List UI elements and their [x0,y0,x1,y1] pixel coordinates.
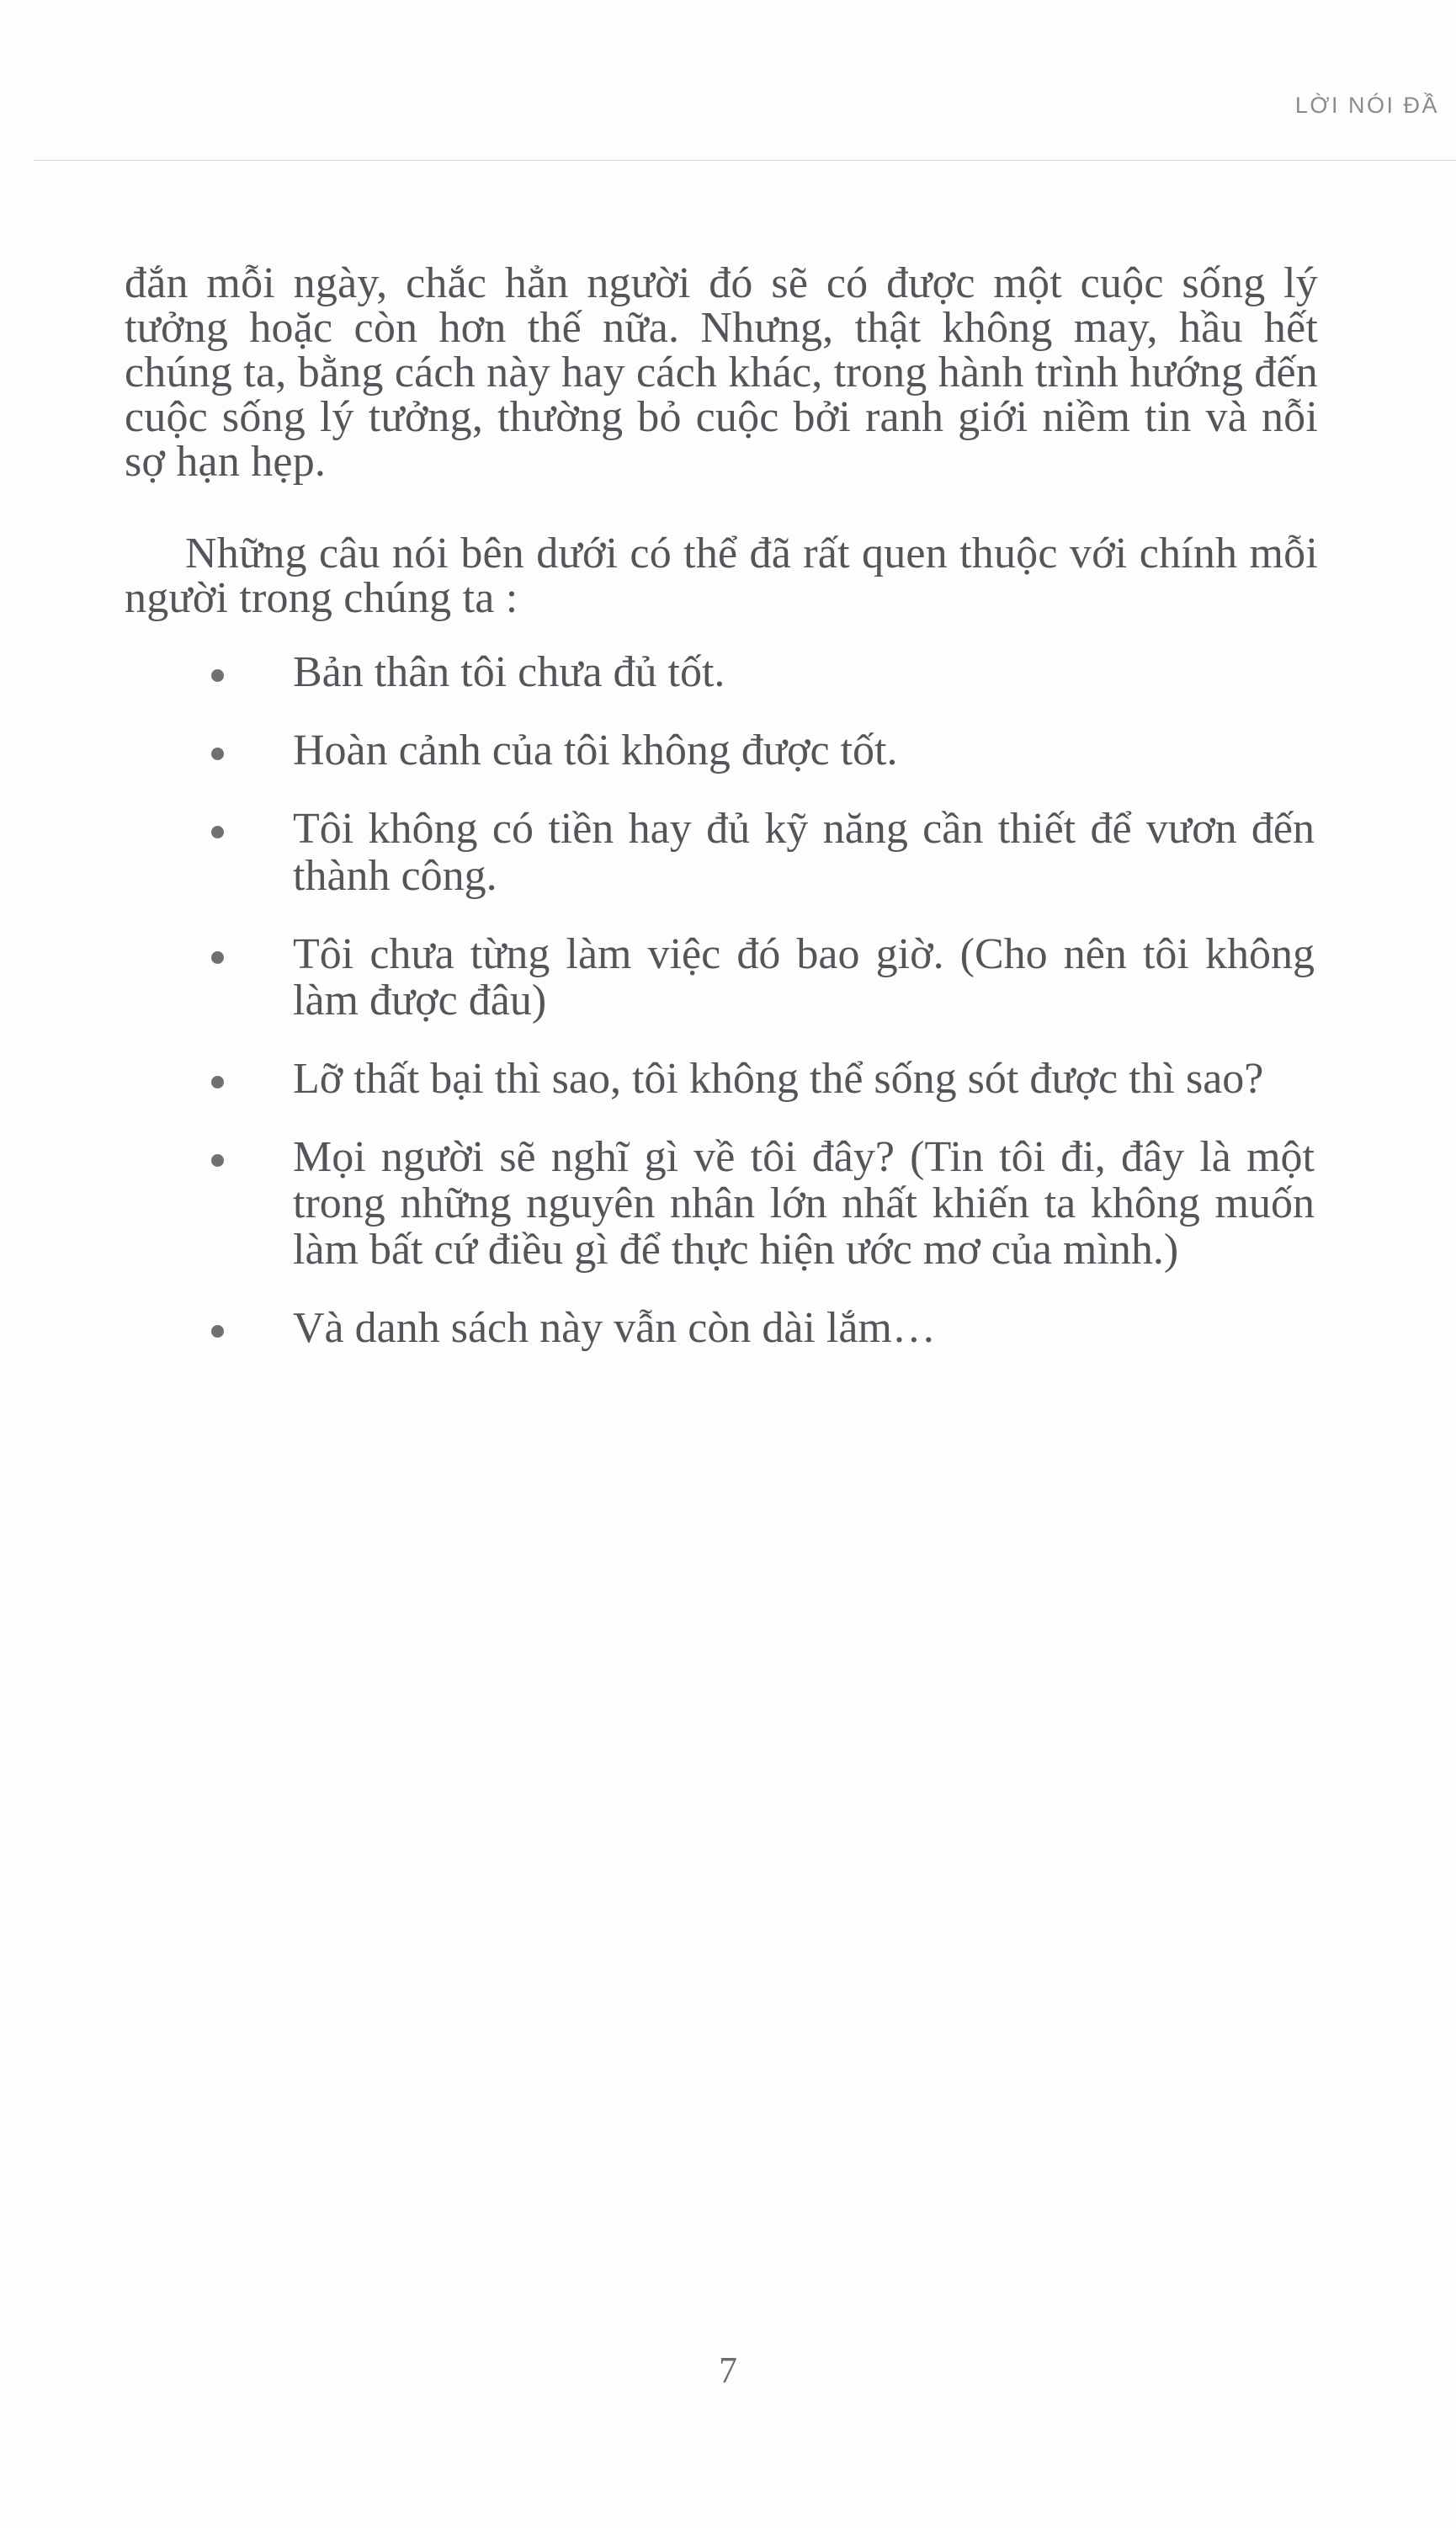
bullet-dot-icon [211,748,224,760]
list-item-text: Mọi người sẽ nghĩ gì về tôi đây? (Tin tôi đi, đây là một trong những nguyên nhân lớn nhất khiến ta không muốn làm bất cứ điều gì để thực hiện ước mơ của mình.) [293,1132,1315,1275]
list-item-text: Và danh sách này vẫn còn dài lắm… [293,1304,936,1353]
bullet-dot-icon [211,1076,224,1088]
list-item-text: Tôi chưa từng làm việc đó bao giờ. (Cho nên tôi không làm được đâu) [293,929,1315,1025]
bullet-dot-icon [211,1325,224,1338]
page-content [125,261,1318,1383]
running-header: LỜI NÓI ĐẦ [1294,93,1439,118]
list-item [125,931,1318,1024]
header-divider [34,160,1456,161]
list-item-text: Hoàn cảnh của tôi không được tốt. [293,726,898,775]
bullet-dot-icon [211,826,224,838]
list-item [125,1056,1318,1102]
list-item [125,1134,1318,1273]
list-item [125,806,1318,898]
paragraph-continuation: đắn mỗi ngày, chắc hẳn người đó sẽ có được một cuộc sống lý tưởng hoặc còn hơn thế nữa. Nhưng, thật không may, hầu hết chúng ta, bằng cách này hay cách khác, trong hành trình hướng đến cuộc sống lý tưởng, thường bỏ cuộc bởi ranh giới niềm tin và nỗi sợ hạn hẹp. [125,259,1318,487]
list-item-text: Bản thân tôi chưa đủ tốt. [293,648,725,697]
bullet-dot-icon [211,1154,224,1167]
list-item-text: Tôi không có tiền hay đủ kỹ năng cần thiết để vươn đến thành công. [293,805,1315,900]
page-number: 7 [719,2350,737,2391]
list-item-text: Lỡ thất bại thì sao, tôi không thể sống sót được thì sao? [293,1054,1264,1103]
list-item [125,1305,1318,1351]
list-item [125,727,1318,774]
list-item [125,649,1318,695]
bullet-dot-icon [211,669,224,682]
bullet-dot-icon [211,951,224,964]
belief-statements-list [125,649,1318,1351]
paragraph-intro-list: Những câu nói bên dưới có thể đã rất quen thuộc với chính mỗi người trong chúng ta : [125,530,1318,623]
